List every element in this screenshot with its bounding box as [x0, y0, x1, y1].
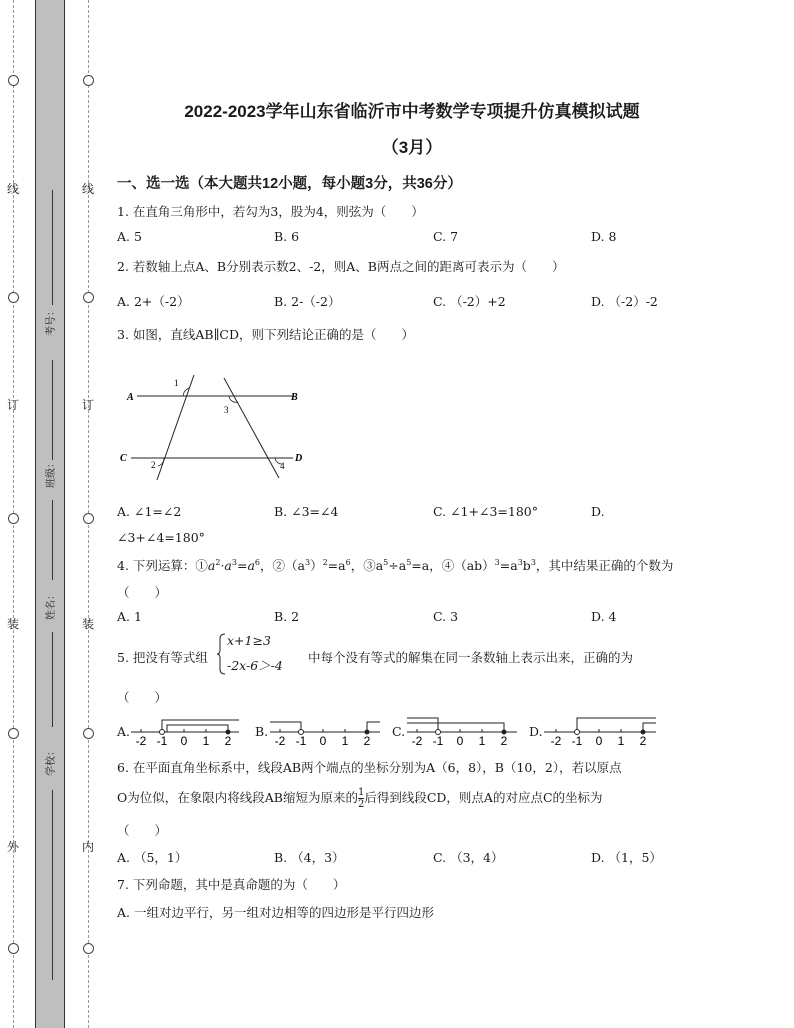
q3-option-d: D. — [591, 504, 605, 519]
transversal-1 — [157, 375, 194, 480]
class-label: 班级： — [46, 458, 57, 488]
q2-option-c: C. （-2）+2 — [433, 294, 506, 309]
field-line — [52, 632, 53, 727]
question-6-line2: O为位似，在象限内将线段AB缩短为原来的 $\frac{1}{2}$ 后得到线段CD，则点A的对应点C的坐标为 — [117, 787, 603, 810]
q5-option-d-letter: D. — [529, 724, 543, 739]
svg-text:1: 1 — [202, 734, 210, 748]
q4-option-a: A. 1 — [117, 609, 142, 624]
q1-option-c: C. 7 — [433, 229, 459, 244]
svg-text:-2: -2 — [550, 734, 562, 748]
q6-option-b: B. （4，3） — [274, 850, 345, 865]
angle-2-label: 2 — [151, 460, 156, 470]
field-line — [52, 790, 53, 980]
punch-hole — [83, 728, 94, 739]
binding-char: 订 — [82, 398, 95, 412]
svg-text:-2: -2 — [135, 734, 147, 748]
label-a: A — [127, 392, 134, 403]
q1-option-d: D. 8 — [591, 229, 617, 244]
punch-hole — [83, 513, 94, 524]
punch-hole — [83, 292, 94, 303]
q4-option-b: B. 2 — [274, 609, 300, 624]
binding-strip — [35, 0, 65, 1028]
punch-hole — [8, 728, 19, 739]
punch-hole — [83, 75, 94, 86]
svg-text:1: 1 — [341, 734, 349, 748]
svg-text:-1: -1 — [432, 734, 444, 748]
svg-text:0: 0 — [319, 734, 327, 748]
q5-inequality-1: x+1≥3 — [227, 633, 271, 648]
q5-option-b-numberline — [266, 710, 384, 748]
punch-hole — [8, 292, 19, 303]
question-4: 4. 下列运算：$①a^2\cdot a^3=a^6$，$②(a^3)^2=a^6$，$③a^5\div a^5=a$，$④(ab)^3=a^3b^3$，其中结果正确的个数为 — [117, 557, 674, 573]
question-1: 1. 在直角三角形中，若勾为3，股为4，则弦为（ ） — [117, 204, 424, 219]
q2-option-d: D. （-2）-2 — [591, 294, 658, 309]
svg-text:2: 2 — [500, 734, 508, 748]
punch-hole — [8, 943, 19, 954]
binding-char: 线 — [7, 182, 20, 196]
section-heading: 一、选一选（本大题共12小题，每小题3分，共36分） — [117, 176, 462, 192]
q5-option-b-letter: B. — [255, 724, 269, 739]
q3-option-c: C. ∠1+∠3=180° — [433, 504, 538, 519]
svg-text:-2: -2 — [411, 734, 423, 748]
svg-text:1: 1 — [478, 734, 486, 748]
binding-char: 装 — [7, 617, 20, 631]
question-5-prefix: 5. 把没有等式组 — [117, 650, 208, 665]
angle-4-label: 4 — [280, 461, 285, 471]
question-6-line1: 6. 在平面直角坐标系中，线段AB两个端点的坐标分别为A（6，8），B（10，2），若以原点 — [117, 760, 622, 775]
svg-text:-1: -1 — [295, 734, 307, 748]
q6-option-a: A. （5，1） — [117, 850, 188, 865]
label-b: B — [291, 392, 298, 403]
binding-char: 订 — [7, 398, 20, 412]
svg-text:0: 0 — [456, 734, 464, 748]
label-c: C — [120, 453, 127, 464]
binding-char: 装 — [82, 617, 95, 631]
q5-paren: （ ） — [117, 690, 168, 705]
question-7: 7. 下列命题，其中是真命题的为（ ） — [117, 877, 346, 892]
q5-option-a-letter: A. — [117, 724, 131, 739]
binding-char: 内 — [82, 840, 95, 854]
punch-hole — [8, 513, 19, 524]
q2-option-b: B. 2-（-2） — [274, 294, 341, 309]
q6-paren: （ ） — [117, 823, 168, 838]
svg-text:2: 2 — [363, 734, 371, 748]
q1-option-a: A. 5 — [117, 229, 142, 244]
q5-option-d-numberline — [540, 710, 660, 748]
question-2: 2. 若数轴上点A、B分别表示数2、-2，则A、B两点之间的距离可表示为（ ） — [117, 259, 565, 274]
svg-text:-2: -2 — [274, 734, 286, 748]
q4-paren: （ ） — [117, 585, 168, 600]
label-d: D — [295, 453, 303, 464]
angle-3-label: 3 — [224, 405, 229, 415]
q3-option-a: A. ∠1=∠2 — [117, 504, 182, 519]
svg-text:-1: -1 — [156, 734, 168, 748]
brace-icon — [216, 633, 226, 675]
exam-number-label: 考号： — [46, 306, 57, 336]
binding-char: 线 — [82, 182, 95, 196]
punch-hole — [8, 75, 19, 86]
q2-option-a: A. 2+（-2） — [117, 294, 190, 309]
field-line — [52, 360, 53, 460]
page-subtitle: （3月） — [381, 138, 443, 157]
svg-text:0: 0 — [180, 734, 188, 748]
q5-inequality-2: -2x-6＞-4 — [227, 658, 283, 673]
svg-text:0: 0 — [595, 734, 603, 748]
q5-option-c-numberline — [403, 710, 521, 748]
q1-option-b: B. 6 — [274, 229, 300, 244]
question-3: 3. 如图，直线AB∥CD，则下列结论正确的是（ ） — [117, 327, 414, 342]
q4-option-d: D. 4 — [591, 609, 617, 624]
angle-1-label: 1 — [174, 378, 179, 388]
q3-option-b: B. ∠3=∠4 — [274, 504, 339, 519]
q3-option-d-continued: ∠3+∠4=180° — [117, 530, 205, 545]
binding-char: 外 — [7, 840, 20, 854]
svg-text:2: 2 — [224, 734, 232, 748]
field-line — [52, 190, 53, 305]
fraction-one-half: $\frac{1}{2}$ — [357, 787, 365, 810]
q6-option-c: C. （3，4） — [433, 850, 504, 865]
question-5-suffix: 中每个没有等式的解集在同一条数轴上表示出来，正确的为 — [308, 650, 634, 665]
page-title: 2022-2023学年山东省临沂市中考数学专项提升仿真模拟试题 — [184, 102, 640, 121]
transversal-2 — [224, 378, 279, 478]
svg-text:2: 2 — [639, 734, 647, 748]
q6-option-d: D. （1，5） — [591, 850, 662, 865]
q5-option-a-numberline — [127, 710, 243, 748]
name-label: 姓名： — [46, 590, 57, 620]
school-label: 学校： — [46, 746, 57, 776]
field-line — [52, 500, 53, 580]
q4-option-c: C. 3 — [433, 609, 459, 624]
q5-option-c-letter: C. — [392, 724, 406, 739]
punch-hole — [83, 943, 94, 954]
q3-parallel-lines-figure — [117, 370, 317, 480]
q7-option-a: A. 一组对边平行，另一组对边相等的四边形是平行四边形 — [117, 905, 434, 920]
svg-text:-1: -1 — [571, 734, 583, 748]
svg-text:1: 1 — [617, 734, 625, 748]
